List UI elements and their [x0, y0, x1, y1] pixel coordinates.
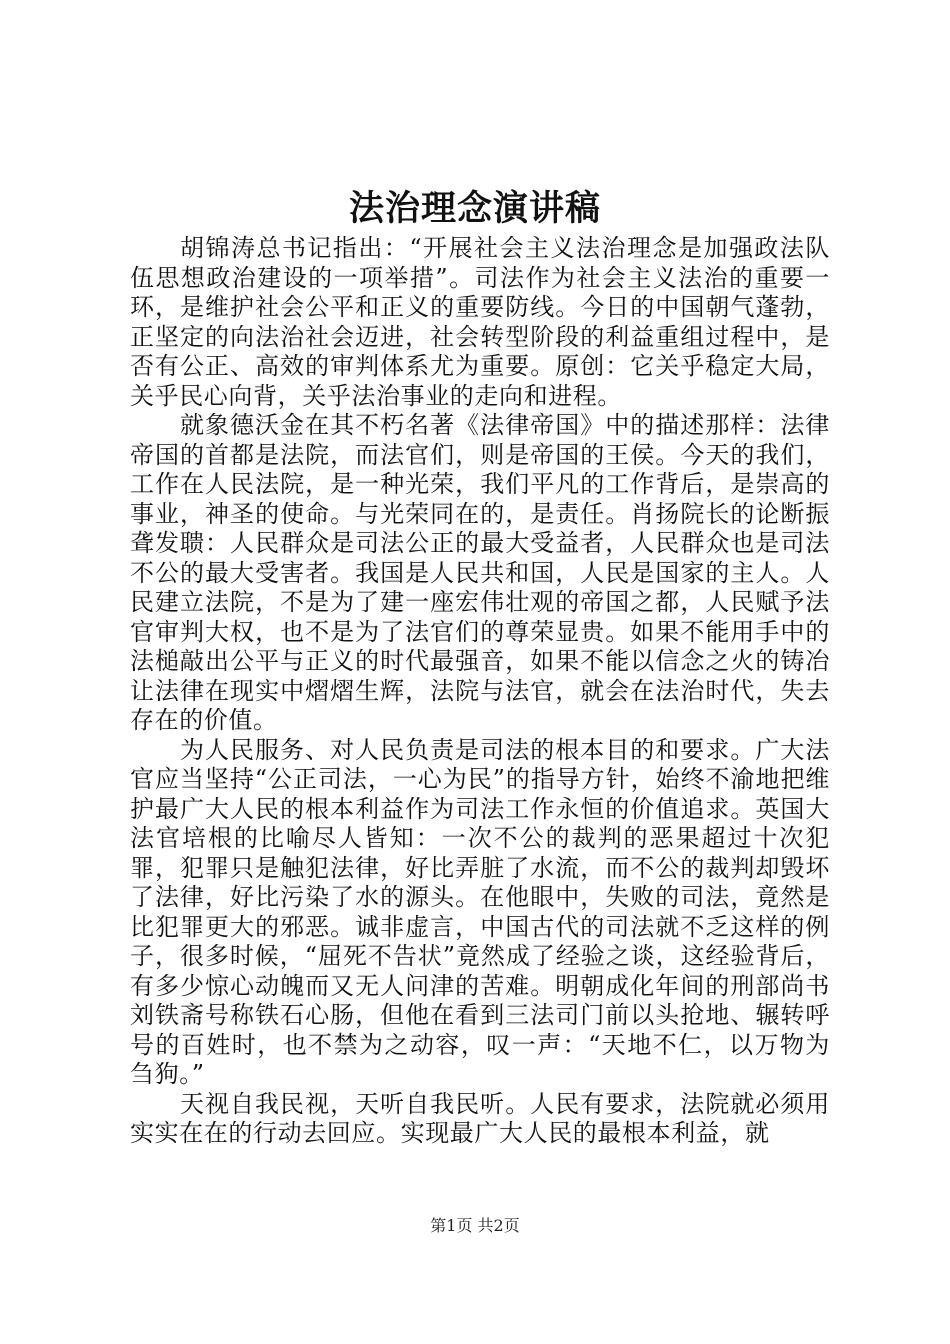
- document-title: 法治理念演讲稿: [348, 188, 601, 229]
- paragraph-3: 为人民服务、对人民负责是司法的根本目的和要求。广大法官应当坚持“公正司法，一心为民”的指导方针，始终不渝地把维护最广大人民的根本利益作为司法工作永恒的价值追求。英国大法官培根的比喻尽人皆知：一次不公的裁判的恶果超过十次犯罪，犯罪只是触犯法律，好比弄脏了水流，而不公的裁判却毁坏了法律，好比污染了水的源头。在他眼中，失败的司法，竟然是比犯罪更大的邪恶。诚非虚言，中国古代的司法就不乏这样的例子，很多时候，“屈死不告状”竟然成了经验之谈，这经验背后，有多少惊心动魄而又无人问津的苦难。明朝成化年间的刑部尚书刘铁斋号称铁石心肠，但他在看到三法司门前以头抢地、辗转呼号的百姓时，也不禁为之动容，叹一声：“天地不仁，以万物为刍狗。”: [130, 735, 830, 1088]
- document-body: [130, 234, 830, 1149]
- page-number-footer: 第1页 共2页: [430, 1216, 520, 1235]
- paragraph-1: 胡锦涛总书记指出：“开展社会主义法治理念是加强政法队伍思想政治建设的一项举措”。司法作为社会主义法治的重要一环，是维护社会公平和正义的重要防线。今日的中国朝气蓬勃，正坚定的向法治社会迈进，社会转型阶段的利益重组过程中，是否有公正、高效的审判体系尤为重要。原创：它关乎稳定大局，关乎民心向背，关乎法治事业的走向和进程。: [130, 234, 830, 410]
- paragraph-2: 就象德沃金在其不朽名著《法律帝国》中的描述那样：法律帝国的首都是法院，而法官们，则是帝国的王侯。今天的我们，工作在人民法院，是一种光荣，我们平凡的工作背后，是崇高的事业，神圣的使命。与光荣同在的，是责任。肖扬院长的论断振聋发聩：人民群众是司法公正的最大受益者，人民群众也是司法不公的最大受害者。我国是人民共和国，人民是国家的主人。人民建立法院，不是为了建一座宏伟壮观的帝国之都，人民赋予法官审判大权，也不是为了法官们的尊荣显贵。如果不能用手中的法槌敲出公平与正义的时代最强音，如果不能以信念之火的铸冶让法律在现实中熠熠生辉，法院与法官，就会在法治时代，失去存在的价值。: [130, 411, 830, 734]
- paragraph-4: 天视自我民视，天听自我民听。人民有要求，法院就必须用实实在在的行动去回应。实现最广大人民的最根本利益，就: [130, 1089, 830, 1147]
